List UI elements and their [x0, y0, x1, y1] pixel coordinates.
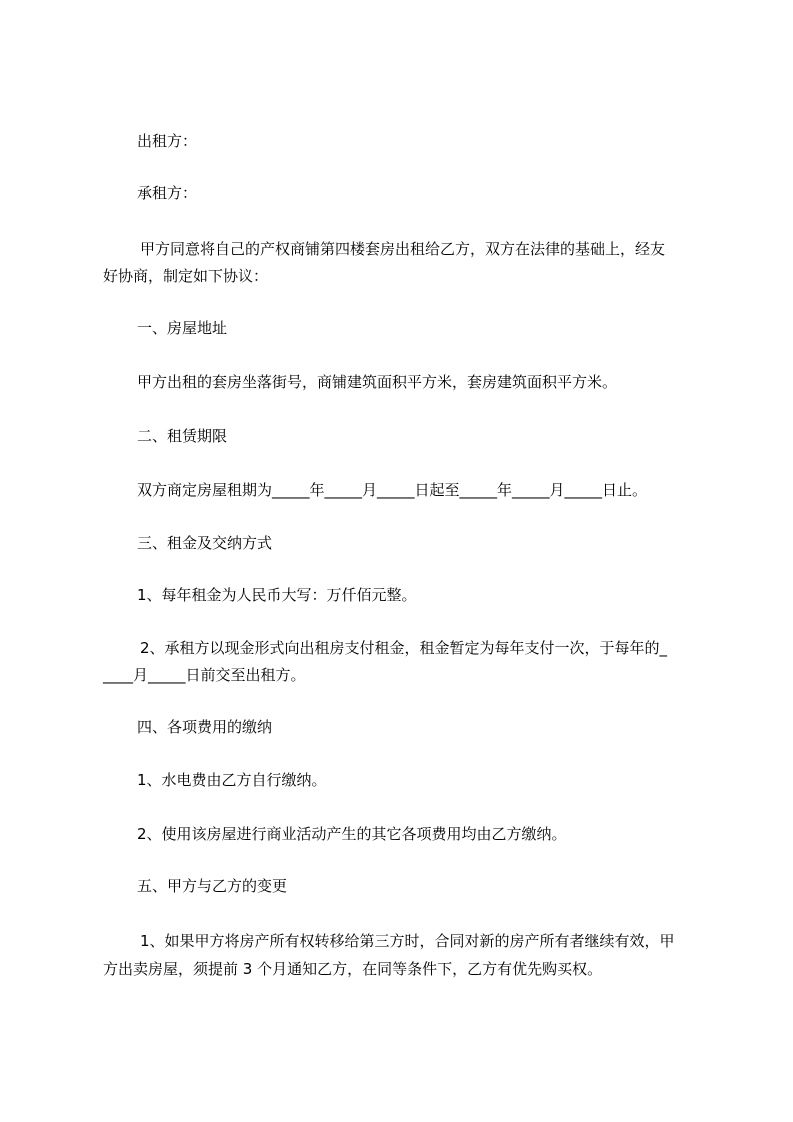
section2-text: 双方商定房屋租期为_____年_____月_____日起至_____年_____月_____日止。 [137, 481, 648, 499]
section3-item1: 1、每年租金为人民币大写：万仟佰元整。 [137, 586, 417, 604]
section2-title: 二、租赁期限 [137, 427, 228, 445]
section4-title: 四、各项费用的缴纳 [137, 718, 273, 736]
lessor-label: 出租方： [137, 132, 198, 150]
intro-paragraph-line2: 好协商，制定如下协议： [103, 267, 269, 285]
section1-title: 一、房屋地址 [137, 319, 228, 337]
section3-item2-line1: 2、承租方以现金形式向出租房支付租金，租金暂定为每年支付一次，于每年的_ [140, 639, 668, 657]
section1-text: 甲方出租的套房坐落街号，商铺建筑面积平方米，套房建筑面积平方米。 [137, 373, 618, 391]
section4-item2: 2、使用该房屋进行商业活动产生的其它各项费用均由乙方缴纳。 [137, 825, 567, 843]
section5-title: 五、甲方与乙方的变更 [137, 877, 288, 895]
section3-item2-line2: ____月_____日前交至出租方。 [103, 666, 306, 684]
section5-item1-line1: 1、如果甲方将房产所有权转移给第三方时，合同对新的房产所有者继续有效，甲 [140, 932, 675, 950]
section4-item1: 1、水电费由乙方自行缴纳。 [137, 771, 327, 789]
intro-paragraph-line1: 甲方同意将自己的产权商铺第四楼套房出租给乙方，双方在法律的基础上，经友 [140, 240, 666, 258]
section5-item1-line2: 方出卖房屋，须提前 3 个月通知乙方，在同等条件下，乙方有优先购买权。 [103, 960, 603, 978]
lessee-label: 承租方： [137, 184, 198, 202]
section3-title: 三、租金及交纳方式 [137, 534, 273, 552]
